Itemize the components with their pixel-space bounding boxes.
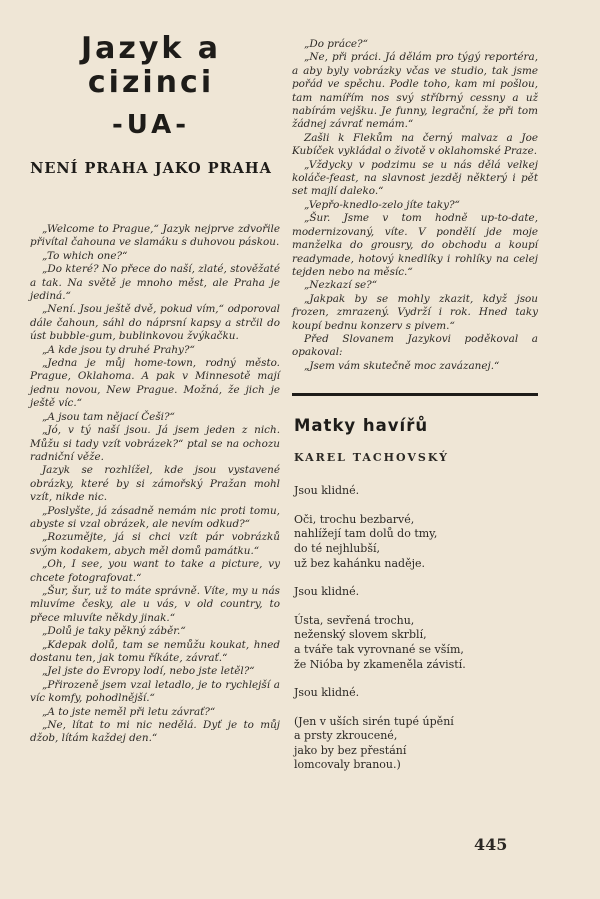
article-author: -UA- bbox=[111, 110, 191, 140]
poem-line: Jsou klidné. bbox=[294, 484, 360, 498]
article-body-right bbox=[292, 38, 538, 373]
paragraph: „Kdepak dolů, tam se nemůžu koukat, hned dostanu ten, jak tomu říkáte, závrať.“ bbox=[30, 638, 280, 664]
poem-stanza bbox=[294, 513, 538, 571]
poem-line: neženský slovem skrblí, bbox=[294, 628, 427, 642]
poem-stanza bbox=[294, 686, 538, 701]
paragraph: „Vepřo-knedlo-zelo jíte taky?“ bbox=[304, 198, 460, 211]
paragraph: „Není. Jsou ještě dvě, pokud vím,“ odporoval dále čahoun, sáhl do náprsní kapsy a strčil do úst bubble-gum, bublinkovou žvýkačku. bbox=[30, 303, 280, 343]
paragraph: „Ne, lítat to mi nic nedělá. Dyť je to můj džob, lítám každej den.“ bbox=[30, 719, 280, 745]
paragraph: Zašli k Flekům na černý malvaz a Joe Kubíček vykládal o životě v oklahomské Praze. bbox=[292, 131, 538, 158]
paragraph: „Jakpak by se mohly zkazit, když jsou frozen, zmrazený. Vydrží i rok. Hned taky koupí bednu konzerv s pivem.“ bbox=[292, 292, 538, 332]
page-number: 445 bbox=[474, 835, 508, 854]
article-kicker: NENÍ PRAHA JAKO PRAHA bbox=[30, 160, 272, 177]
poem-body bbox=[294, 484, 538, 773]
paragraph: „Nezkazí se?“ bbox=[304, 279, 378, 292]
paragraph: „A kde jsou ty druhé Prahy?“ bbox=[42, 343, 195, 356]
poem-line: lomcovaly branou.) bbox=[294, 758, 401, 772]
paragraph: „A to jste neměl při letu závrať?“ bbox=[42, 705, 216, 718]
poem-line: nahlížejí tam dolů do tmy, bbox=[294, 527, 438, 541]
paragraph: „Poslyšte, já zásadně nemám nic proti tomu, abyste si vzal obrázek, ale nevím odkud?“ bbox=[30, 504, 280, 530]
poem-line: jako by bez přestání bbox=[294, 743, 407, 757]
paragraph: „Jel jste do Evropy lodí, nebo jste letěl?“ bbox=[42, 665, 255, 678]
poem-title: Matky havířů bbox=[294, 416, 429, 436]
paragraph: „Šur, šur, už to máte správně. Víte, my u nás mluvíme česky, ale u vás, v old country, to přece mluvíte někdy jinak.“ bbox=[30, 584, 280, 624]
article-body-left bbox=[22, 223, 280, 746]
right-column bbox=[292, 38, 538, 787]
article-title: Jazyk a cizinci bbox=[80, 31, 222, 100]
paragraph: „To which one?“ bbox=[42, 249, 128, 262]
poem-line: Jsou klidné. bbox=[294, 686, 360, 700]
paragraph: „Do které? No přece do naší, zlaté, stověžaté a tak. Na světě je mnoho měst, ale Praha je jediná.“ bbox=[30, 263, 280, 303]
poem-line: Jsou klidné. bbox=[294, 585, 360, 599]
paragraph: „Vždycky v podzimu se u nás dělá velkej koláče-feast, na slavnost jezděj některý i pět set majlí daleko.“ bbox=[292, 158, 538, 198]
paragraph: „Jedna je můj home-town, rodný město. Prague, Oklahoma. A pak v Minnesotě mají jednu novou, New Prague. Možná, že jich je ještě víc.“ bbox=[30, 357, 280, 410]
poem-stanza bbox=[294, 585, 538, 600]
poem-line: Oči, trochu bezbarvé, bbox=[294, 512, 415, 526]
paragraph: Jazyk se rozhlížel, kde jsou vystavené obrázky, které by si zámořský Pražan mohl vzít, nikde nic. bbox=[30, 464, 280, 504]
poem-stanza bbox=[294, 484, 538, 499]
left-column bbox=[22, 32, 280, 746]
paragraph: „Oh, I see, you want to take a picture, vy chcete fotografovat.“ bbox=[30, 558, 280, 584]
paragraph: „Rozumějte, já si chci vzít pár vobrázků svým kodakem, abych měl domů památku.“ bbox=[30, 531, 280, 557]
paragraph: „Přirozeně jsem vzal letadlo, je to rychlejší a víc komfy, pohodlnější.“ bbox=[30, 678, 280, 705]
paragraph: „Welcome to Prague,“ Jazyk nejprve zdvořile přivítal čahouna ve slamáku s duhovou páskou. bbox=[30, 223, 280, 249]
poem-line: a prsty zkroucené, bbox=[294, 729, 398, 743]
paragraph: „Jsem vám skutečně moc zavázanej.“ bbox=[304, 359, 500, 372]
paragraph: „A jsou tam nějací Češi?“ bbox=[42, 410, 175, 423]
poem-author: KAREL TACHOVSKÝ bbox=[294, 451, 449, 465]
poem-stanza bbox=[294, 614, 538, 672]
poem-line: už bez kahánku naděje. bbox=[294, 556, 426, 570]
paragraph: „Dolů je taky pěkný záběr.“ bbox=[42, 625, 186, 638]
poem-line: do té nejhlubší, bbox=[294, 541, 380, 555]
poem-line: že Nióba by zkameněla závistí. bbox=[294, 657, 466, 671]
section-divider bbox=[292, 393, 538, 396]
paragraph: „Do práce?“ bbox=[304, 38, 368, 50]
paragraph: „Ne, při práci. Já dělám pro týgý reportéra, a aby byly vobrázky včas ve studio, tak jsme pořád ve spěchu. Podle toho, kam mi pošlou, tam namířím nos svý stříbrný cessny a už nabírám vejšku. Je funny, legrační, že při tom žádnej závrať nemám.“ bbox=[292, 51, 538, 131]
paragraph: „Jó, v tý naší jsou. Já jsem jeden z nich. Můžu si tady vzít vobrázek?“ ptal se na ochozu radniční věže. bbox=[30, 424, 280, 463]
poem-line: Ústa, sevřená trochu, bbox=[294, 613, 415, 627]
poem-line: a tváře tak vyrovnané se vším, bbox=[294, 642, 464, 656]
paragraph: Před Slovanem Jazykovi poděkoval a opakoval: bbox=[292, 332, 538, 359]
poem-line: (Jen v uších sirén tupé úpění bbox=[294, 714, 454, 728]
paragraph: „Šur. Jsme v tom hodně up-to-date, modernizovaný, víte. V pondělí jde moje manželka do grousry, do obchodu a koupí readymade, hotový knedlíky i rohlíky na celej tejden nebo na měsíc.“ bbox=[292, 212, 538, 278]
poem-stanza bbox=[294, 715, 538, 773]
